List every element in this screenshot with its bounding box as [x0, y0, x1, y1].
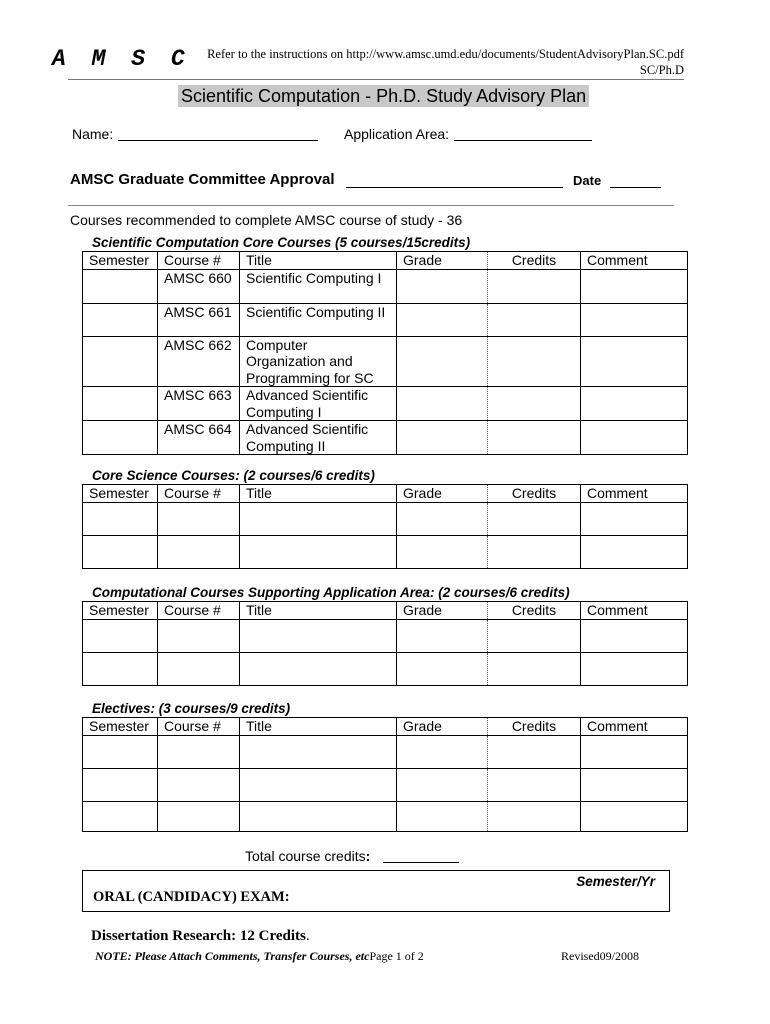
semester-cell[interactable] [83, 535, 158, 568]
page-title: Scientific Computation - Ph.D. Study Advisory Plan [178, 85, 589, 107]
table-row [83, 535, 688, 568]
credits-cell[interactable] [488, 735, 581, 768]
grade-cell[interactable] [397, 735, 488, 768]
amsc-logo: A M S C [52, 46, 191, 72]
date-field[interactable] [610, 187, 661, 188]
col-grade: Grade [397, 718, 488, 736]
course-cell[interactable] [158, 502, 240, 535]
total-credits-field[interactable] [383, 862, 459, 863]
col-course: Course # [158, 718, 240, 736]
comment-cell[interactable] [581, 502, 688, 535]
comment-cell[interactable] [581, 535, 688, 568]
title-cell[interactable] [240, 502, 397, 535]
grade-cell[interactable] [397, 502, 488, 535]
header-divider [68, 79, 684, 80]
grade-cell[interactable] [397, 269, 488, 303]
course-cell: AMSC 662 [158, 336, 240, 387]
semester-yr-label: Semester/Yr [576, 874, 655, 889]
comment-cell[interactable] [581, 336, 688, 387]
grade-cell[interactable] [397, 652, 488, 685]
name-label: Name: [72, 126, 114, 142]
col-course: Course # [158, 252, 240, 270]
credits-cell[interactable] [488, 421, 581, 455]
dissertation-research [91, 928, 310, 945]
grade-cell[interactable] [397, 303, 488, 336]
col-title: Title [240, 252, 397, 270]
grade-cell[interactable] [397, 336, 488, 387]
credits-cell[interactable] [488, 801, 581, 831]
col-grade: Grade [397, 602, 488, 620]
title-cell[interactable] [240, 619, 397, 652]
grade-cell[interactable] [397, 387, 488, 421]
title-cell[interactable] [240, 735, 397, 768]
date-label: Date [573, 173, 602, 188]
col-credits: Credits [488, 602, 581, 620]
core-courses-table [82, 251, 688, 455]
semester-cell[interactable] [83, 502, 158, 535]
credits-cell[interactable] [488, 303, 581, 336]
grade-cell[interactable] [397, 619, 488, 652]
credits-cell[interactable] [488, 768, 581, 801]
core-courses-heading: Scientific Computation Core Courses (5 courses/15credits) [92, 235, 471, 250]
oral-exam-box [82, 870, 670, 912]
col-course: Course # [158, 602, 240, 620]
credits-cell[interactable] [488, 336, 581, 387]
table-header-row [83, 718, 688, 736]
col-semester: Semester [83, 485, 158, 503]
credits-cell[interactable] [488, 387, 581, 421]
grade-cell[interactable] [397, 535, 488, 568]
table-header-row [83, 252, 688, 270]
col-title: Title [240, 718, 397, 736]
semester-cell[interactable] [83, 269, 158, 303]
col-semester: Semester [83, 252, 158, 270]
oral-exam-label: ORAL (CANDIDACY) EXAM: [93, 889, 290, 905]
attach-note: NOTE: Please Attach Comments, Transfer Courses, etc [95, 949, 370, 963]
core-science-table [82, 484, 688, 569]
semester-cell[interactable] [83, 387, 158, 421]
course-cell[interactable] [158, 735, 240, 768]
dissertation-text: Dissertation Research: 12 Credits [91, 928, 306, 944]
comment-cell[interactable] [581, 387, 688, 421]
course-cell: AMSC 664 [158, 421, 240, 455]
comment-cell[interactable] [581, 801, 688, 831]
semester-cell[interactable] [83, 303, 158, 336]
course-cell: AMSC 660 [158, 269, 240, 303]
credits-cell[interactable] [488, 535, 581, 568]
title-cell[interactable] [240, 801, 397, 831]
courses-recommended: Courses recommended to complete AMSC course of study - 36 [70, 212, 463, 228]
table-row [83, 768, 688, 801]
credits-cell[interactable] [488, 269, 581, 303]
col-grade: Grade [397, 252, 488, 270]
program-code: SC/Ph.D [639, 63, 684, 77]
application-area-field[interactable] [454, 140, 592, 141]
comment-cell[interactable] [581, 735, 688, 768]
table-row [83, 502, 688, 535]
approval-divider [68, 205, 674, 206]
table-header-row [83, 485, 688, 503]
total-credits-label [245, 848, 370, 864]
comment-cell[interactable] [581, 269, 688, 303]
col-credits: Credits [488, 718, 581, 736]
table-row [83, 421, 688, 455]
col-comment: Comment [581, 602, 688, 620]
col-semester: Semester [83, 602, 158, 620]
dissertation-period: . [305, 928, 310, 944]
name-field[interactable] [118, 140, 318, 141]
electives-heading: Electives: (3 courses/9 credits) [92, 701, 291, 716]
title-cell[interactable] [240, 652, 397, 685]
table-row [83, 652, 688, 685]
comment-cell[interactable] [581, 619, 688, 652]
table-row [83, 619, 688, 652]
comment-cell[interactable] [581, 652, 688, 685]
semester-cell[interactable] [83, 801, 158, 831]
table-row [83, 801, 688, 831]
col-semester: Semester [83, 718, 158, 736]
comment-cell[interactable] [581, 303, 688, 336]
course-cell[interactable] [158, 535, 240, 568]
course-cell: AMSC 663 [158, 387, 240, 421]
page-number: Page 1 of 2 [369, 949, 424, 963]
course-cell[interactable] [158, 619, 240, 652]
revised-date: Revised09/2008 [561, 949, 639, 963]
grade-cell[interactable] [397, 421, 488, 455]
title-cell: Computer Organization and Programming for SC [240, 336, 397, 387]
course-cell[interactable] [158, 768, 240, 801]
table-row [83, 269, 688, 303]
course-cell[interactable] [158, 801, 240, 831]
comment-cell[interactable] [581, 421, 688, 455]
credits-cell[interactable] [488, 619, 581, 652]
semester-cell[interactable] [83, 336, 158, 387]
title-cell: Advanced Scientific Computing II [240, 421, 397, 455]
table-row [83, 336, 688, 387]
total-credits-colon: : [365, 848, 371, 864]
approval-signature-field[interactable] [346, 187, 563, 188]
col-comment: Comment [581, 485, 688, 503]
course-cell: AMSC 661 [158, 303, 240, 336]
col-comment: Comment [581, 718, 688, 736]
refer-line: Refer to the instructions on http://www.amsc.umd.edu/documents/StudentAdvisoryPlan.SC.pdf [207, 47, 684, 61]
table-header-row [83, 602, 688, 620]
credits-cell[interactable] [488, 652, 581, 685]
col-title: Title [240, 485, 397, 503]
title-cell[interactable] [240, 768, 397, 801]
col-course: Course # [158, 485, 240, 503]
course-cell[interactable] [158, 652, 240, 685]
col-credits: Credits [488, 252, 581, 270]
col-grade: Grade [397, 485, 488, 503]
table-row [83, 387, 688, 421]
col-title: Title [240, 602, 397, 620]
comment-cell[interactable] [581, 768, 688, 801]
computational-heading: Computational Courses Supporting Application Area: (2 courses/6 credits) [92, 585, 570, 600]
col-comment: Comment [581, 252, 688, 270]
grade-cell[interactable] [397, 768, 488, 801]
computational-table [82, 601, 688, 686]
col-credits: Credits [488, 485, 581, 503]
semester-cell[interactable] [83, 768, 158, 801]
title-cell: Advanced Scientific Computing I [240, 387, 397, 421]
footer-note-line [95, 949, 424, 964]
application-area-label: Application Area: [344, 126, 450, 142]
table-row [83, 735, 688, 768]
semester-cell[interactable] [83, 652, 158, 685]
semester-cell[interactable] [83, 421, 158, 455]
approval-label: AMSC Graduate Committee Approval [70, 171, 335, 188]
title-cell: Scientific Computing I [240, 269, 397, 303]
semester-cell[interactable] [83, 619, 158, 652]
title-cell[interactable] [240, 535, 397, 568]
table-row [83, 303, 688, 336]
electives-table [82, 717, 688, 832]
semester-cell[interactable] [83, 735, 158, 768]
instructions-reference [190, 46, 684, 78]
grade-cell[interactable] [397, 801, 488, 831]
total-credits-text: Total course credits [245, 848, 366, 864]
credits-cell[interactable] [488, 502, 581, 535]
core-science-heading: Core Science Courses: (2 courses/6 credits) [92, 468, 375, 483]
title-cell: Scientific Computing II [240, 303, 397, 336]
